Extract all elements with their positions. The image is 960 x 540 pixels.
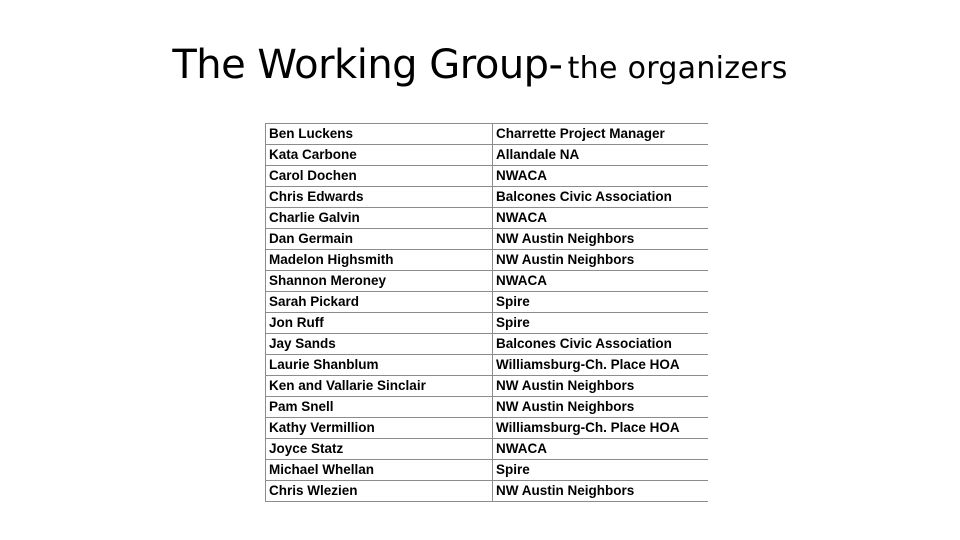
organizer-name-cell: Charlie Galvin	[266, 208, 493, 229]
table-row	[266, 271, 708, 292]
slide-title-subtitle: the organizers	[567, 51, 788, 86]
table-row	[266, 166, 708, 187]
organizer-name-cell: Kathy Vermillion	[266, 418, 493, 439]
table-row	[266, 439, 708, 460]
organizer-name-cell: Pam Snell	[266, 397, 493, 418]
organizer-affiliation-cell: Williamsburg-Ch. Place HOA	[493, 355, 708, 376]
organizer-name-cell: Laurie Shanblum	[266, 355, 493, 376]
organizer-affiliation-cell: Balcones Civic Association	[493, 187, 708, 208]
table-row	[266, 418, 708, 439]
organizer-affiliation-cell: Spire	[493, 313, 708, 334]
organizer-affiliation-cell: Spire	[493, 460, 708, 481]
organizers-table-body	[266, 124, 708, 502]
organizer-affiliation-cell: NWACA	[493, 166, 708, 187]
organizer-affiliation-cell: NWACA	[493, 208, 708, 229]
table-row	[266, 376, 708, 397]
organizer-name-cell: Chris Wlezien	[266, 481, 493, 502]
table-row	[266, 208, 708, 229]
table-row	[266, 145, 708, 166]
organizer-affiliation-cell: Balcones Civic Association	[493, 334, 708, 355]
organizer-name-cell: Jon Ruff	[266, 313, 493, 334]
organizer-name-cell: Sarah Pickard	[266, 292, 493, 313]
organizer-name-cell: Chris Edwards	[266, 187, 493, 208]
organizer-affiliation-cell: NW Austin Neighbors	[493, 397, 708, 418]
table-row	[266, 187, 708, 208]
table-row	[266, 334, 708, 355]
table-row	[266, 313, 708, 334]
organizer-affiliation-cell: Williamsburg-Ch. Place HOA	[493, 418, 708, 439]
organizer-name-cell: Kata Carbone	[266, 145, 493, 166]
slide-title-main: The Working Group-	[172, 42, 563, 88]
table-row	[266, 481, 708, 502]
organizer-affiliation-cell: Allandale NA	[493, 145, 708, 166]
organizer-affiliation-cell: NWACA	[493, 271, 708, 292]
slide-title	[0, 42, 960, 88]
organizer-name-cell: Shannon Meroney	[266, 271, 493, 292]
organizer-name-cell: Madelon Highsmith	[266, 250, 493, 271]
organizer-name-cell: Joyce Statz	[266, 439, 493, 460]
organizer-affiliation-cell: NW Austin Neighbors	[493, 229, 708, 250]
organizer-name-cell: Jay Sands	[266, 334, 493, 355]
table-row	[266, 124, 708, 145]
organizer-affiliation-cell: Charrette Project Manager	[493, 124, 708, 145]
organizer-name-cell: Carol Dochen	[266, 166, 493, 187]
table-row	[266, 460, 708, 481]
table-row	[266, 355, 708, 376]
organizer-affiliation-cell: NW Austin Neighbors	[493, 376, 708, 397]
table-row	[266, 397, 708, 418]
organizer-name-cell: Ben Luckens	[266, 124, 493, 145]
organizer-affiliation-cell: NW Austin Neighbors	[493, 481, 708, 502]
organizers-table	[265, 123, 708, 502]
table-row	[266, 250, 708, 271]
organizer-name-cell: Michael Whellan	[266, 460, 493, 481]
organizer-affiliation-cell: NWACA	[493, 439, 708, 460]
table-row	[266, 292, 708, 313]
organizer-affiliation-cell: Spire	[493, 292, 708, 313]
organizer-affiliation-cell: NW Austin Neighbors	[493, 250, 708, 271]
organizer-name-cell: Ken and Vallarie Sinclair	[266, 376, 493, 397]
organizer-name-cell: Dan Germain	[266, 229, 493, 250]
table-row	[266, 229, 708, 250]
